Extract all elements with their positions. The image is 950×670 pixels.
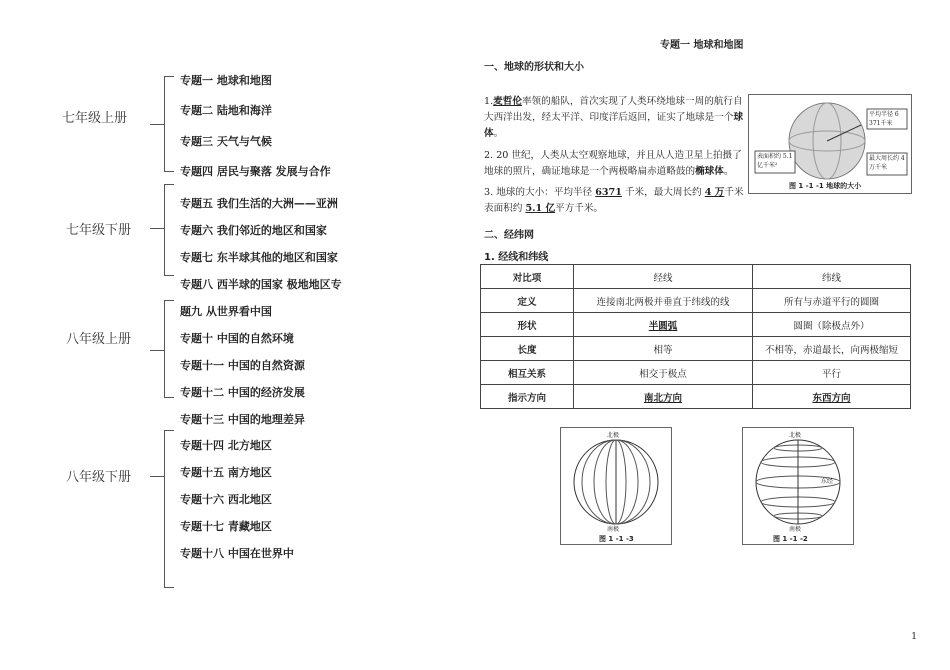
topic-5: 专题五 我们生活的大洲——亚洲 bbox=[180, 197, 338, 210]
topic-4: 专题四 居民与聚落 发展与合作 bbox=[180, 165, 331, 178]
table-header: 对比项 bbox=[481, 265, 574, 289]
topic-17: 专题十七 青藏地区 bbox=[180, 520, 272, 533]
table-row bbox=[481, 361, 911, 385]
table-row bbox=[481, 289, 911, 313]
paragraph-1: 1.麦哲伦率领的船队，首次实现了人类环绕地球一周的航行自大西洋出发，经太平洋、印度洋后返回，证实了地球是一个球体。 bbox=[484, 96, 744, 139]
topic-11: 专题十一 中国的自然资源 bbox=[180, 359, 305, 372]
figure-1-caption: 图 1 -1 -1 地球的大小 bbox=[789, 182, 862, 190]
east-longitude-label: 东经 bbox=[821, 478, 834, 485]
figure-earth-size bbox=[748, 94, 912, 194]
topic-7: 专题七 东半球其他的地区和国家 bbox=[180, 251, 338, 264]
section-1-heading: 一、地球的形状和大小 bbox=[484, 62, 584, 73]
south-pole-label: 南极 bbox=[607, 526, 620, 533]
table-cell: 定义 bbox=[481, 289, 574, 313]
figure-meridians bbox=[560, 427, 672, 545]
table-cell: 相交于极点 bbox=[574, 361, 753, 385]
figure-3-caption: 图 1 -1 -3 bbox=[599, 535, 634, 543]
topic-9: 题九 从世界看中国 bbox=[180, 305, 272, 318]
topic-10: 专题十 中国的自然环境 bbox=[180, 332, 294, 345]
label-radius: 平均半径 6 371千米 bbox=[869, 111, 899, 127]
table-row bbox=[481, 385, 911, 409]
north-pole-label: 北极 bbox=[607, 432, 620, 439]
paragraph-3: 3. 地球的大小：平均半径 6371 千米，最大周长约 4 万千米 表面积约 5.1 亿平方千米。 bbox=[484, 187, 744, 214]
section-2-heading: 二、经纬网 bbox=[484, 230, 534, 241]
table-cell: 相等 bbox=[574, 337, 753, 361]
topic-13: 专题十三 中国的地理差异 bbox=[180, 413, 305, 426]
topic-8: 专题八 西半球的国家 极地地区专 bbox=[180, 278, 342, 291]
table-header: 纬线 bbox=[753, 265, 911, 289]
page-number: 1 bbox=[911, 632, 917, 642]
topic-12: 专题十二 中国的经济发展 bbox=[180, 386, 305, 399]
topic-16: 专题十六 西北地区 bbox=[180, 493, 272, 506]
label-area: 表面积约 5.1亿千米² bbox=[757, 153, 793, 169]
table-cell: 半圆弧 bbox=[574, 313, 753, 337]
paragraph-2: 2. 20 世纪，人类从太空观察地球，并且从人造卫星上拍摄了地球的照片，确证地球是一个两极略扁赤道略鼓的椭球体。 bbox=[484, 150, 742, 177]
table-cell: 连接南北两极并垂直于纬线的线 bbox=[574, 289, 753, 313]
table-cell: 平行 bbox=[753, 361, 911, 385]
table-row bbox=[481, 313, 911, 337]
table-header-row bbox=[481, 265, 911, 289]
grade-label-8b: 八年级下册 bbox=[66, 470, 132, 485]
table-cell: 相互关系 bbox=[481, 361, 574, 385]
table-cell: 长度 bbox=[481, 337, 574, 361]
table-cell: 圆圈（除极点外） bbox=[753, 313, 911, 337]
north-pole-label: 北极 bbox=[789, 432, 802, 439]
table-cell: 东西方向 bbox=[753, 385, 911, 409]
south-pole-label: 南极 bbox=[789, 526, 802, 533]
label-circumference: 最大周长约 4万千米 bbox=[869, 155, 905, 171]
table-header: 经线 bbox=[574, 265, 753, 289]
topic-1: 专题一 地球和地图 bbox=[180, 74, 272, 87]
topic-3: 专题三 天气与气候 bbox=[180, 135, 272, 148]
topic-15: 专题十五 南方地区 bbox=[180, 466, 272, 479]
topic-6: 专题六 我们邻近的地区和国家 bbox=[180, 224, 327, 237]
table-cell: 形状 bbox=[481, 313, 574, 337]
page-title: 专题一 地球和地图 bbox=[660, 40, 744, 51]
table-cell: 不相等，赤道最长，向两极缩短 bbox=[753, 337, 911, 361]
table-cell: 指示方向 bbox=[481, 385, 574, 409]
topic-2: 专题二 陆地和海洋 bbox=[180, 104, 272, 117]
table-cell: 所有与赤道平行的圆圈 bbox=[753, 289, 911, 313]
grade-label-8a: 八年级上册 bbox=[66, 332, 132, 347]
figure-parallels bbox=[742, 427, 854, 545]
topic-14: 专题十四 北方地区 bbox=[180, 439, 272, 452]
grade-label-7b: 七年级下册 bbox=[66, 223, 132, 238]
topic-18: 专题十八 中国在世界中 bbox=[180, 547, 294, 560]
comparison-table bbox=[480, 264, 911, 409]
grade-label-7a: 七年级上册 bbox=[62, 111, 128, 126]
table-cell: 南北方向 bbox=[574, 385, 753, 409]
table-row bbox=[481, 337, 911, 361]
subsection-1-heading: 1. 经线和纬线 bbox=[484, 252, 549, 263]
figure-2-caption: 图 1 -1 -2 bbox=[773, 535, 808, 543]
